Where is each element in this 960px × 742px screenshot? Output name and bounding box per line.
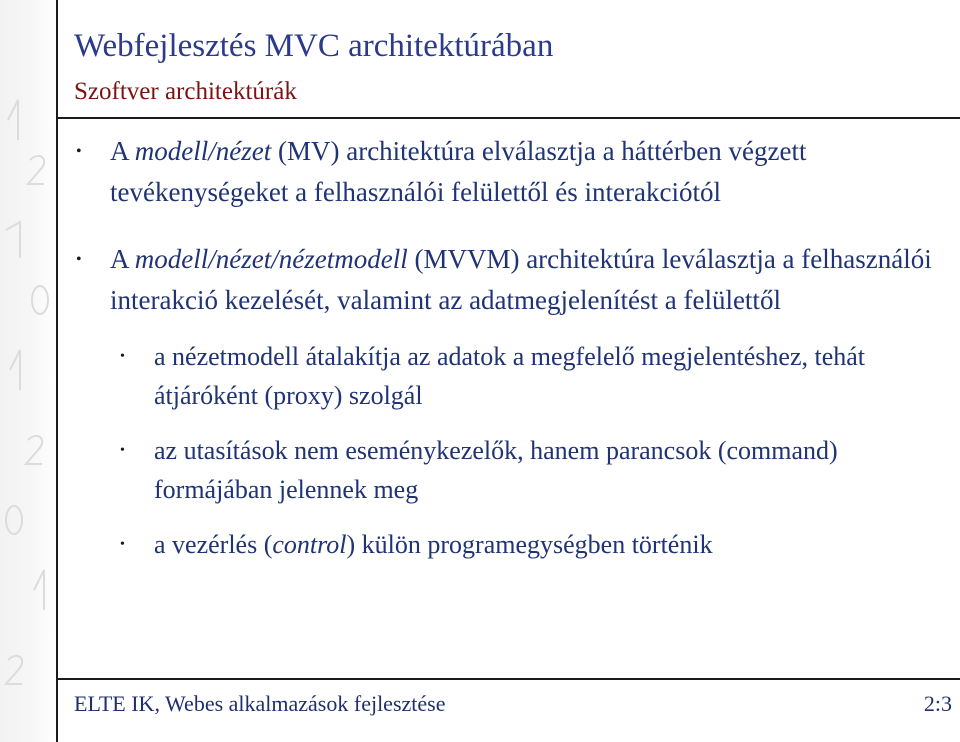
vertical-rule bbox=[56, 0, 58, 742]
bullet-item bbox=[74, 131, 954, 213]
sub-bullet-text: a nézetmodell átalakítja az adatok a megfelelő megjelentéshez, tehát átjáróként (proxy) szolgál bbox=[154, 342, 866, 410]
slide-content bbox=[74, 131, 954, 564]
sub-bullet-text: a vezérlés (control) külön programegységben történik bbox=[154, 530, 713, 559]
bullet-text: A modell/nézet/nézetmodell (MVVM) architektúra leválasztja a felhasználói interakció kezelését, valamint az adatmegjelenítést a felülettől bbox=[110, 244, 932, 315]
decorative-digits-graphic bbox=[0, 0, 56, 742]
header-rule bbox=[56, 117, 960, 119]
emphasis: modell/nézet/nézetmodell bbox=[134, 244, 408, 274]
sub-bullet-icon: • bbox=[120, 349, 125, 364]
sub-bullet-item bbox=[74, 525, 954, 564]
emphasis: control bbox=[272, 530, 347, 559]
sub-bullet-icon: • bbox=[120, 537, 125, 552]
footer-course: ELTE IK, Webes alkalmazások fejlesztése bbox=[74, 691, 446, 716]
bullet-text: A modell/nézet (MV) architektúra elválasztja a háttérben végzett tevékenységeket a felhasználói felülettől és interakciótól bbox=[110, 136, 807, 207]
bullet-icon: • bbox=[76, 251, 82, 268]
bullet-item bbox=[74, 239, 954, 321]
slide-subtitle: Szoftver architektúrák bbox=[74, 78, 297, 105]
emphasis: modell/nézet bbox=[134, 136, 272, 166]
footer-rule bbox=[56, 678, 960, 680]
sub-bullet-item bbox=[74, 431, 954, 509]
footer-page-number: 2:3 bbox=[923, 691, 952, 716]
bullet-icon: • bbox=[76, 143, 82, 160]
sub-bullet-icon: • bbox=[120, 443, 125, 458]
sub-bullet-item bbox=[74, 337, 954, 415]
slide-title: Webfejlesztés MVC architektúrában bbox=[74, 28, 554, 64]
side-decoration bbox=[0, 0, 56, 742]
sub-bullet-text: az utasítások nem eseménykezelők, hanem parancsok (command) formájában jelennek meg bbox=[154, 436, 838, 504]
